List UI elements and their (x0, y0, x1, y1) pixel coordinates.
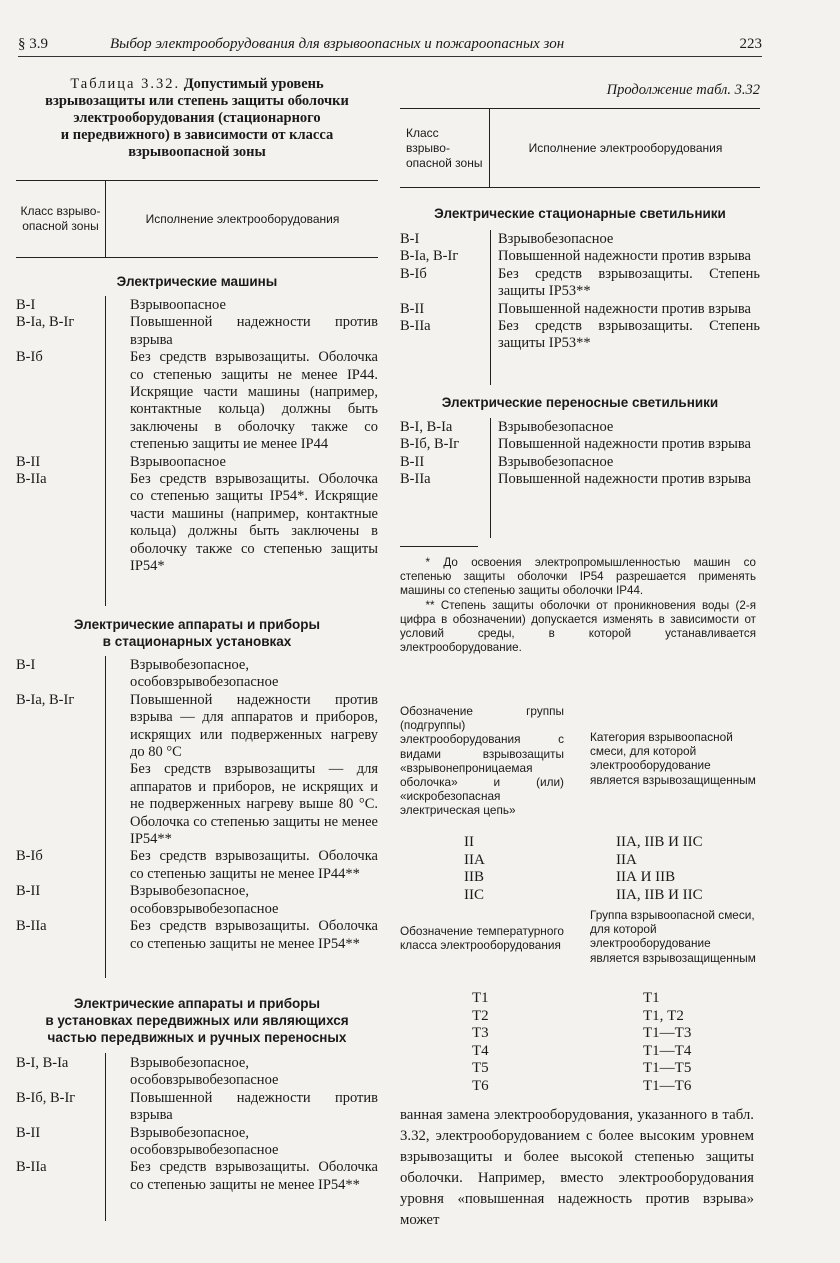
zone-cell: В-I (400, 231, 420, 247)
execution-cell: Без средств взрывозащиты. Оболочка со степенью защиты не менее IP54** (130, 1159, 378, 1193)
table-row (400, 419, 760, 436)
zone-cell: В-Iб, В-Iг (400, 436, 460, 453)
group-category: IIА (616, 851, 637, 868)
zone-cell: В-I, В-Iа (16, 1055, 69, 1071)
section-title: Электрические стационарные светильники (434, 206, 726, 221)
zone-cell: В-II (16, 1124, 41, 1141)
group-category: IIА И IIВ (616, 869, 676, 886)
group-code: IIС (464, 886, 484, 903)
section-title (16, 616, 378, 650)
execution-cell: Без средств взрывозащиты. Оболочка со степенью защиты IP54*. Искрящие части машины (например, контактные кольца) должны быть заключены в оболочку также со степенью защиты IP54* (130, 471, 378, 575)
section-title-line: Электрические аппараты и приборы (73, 617, 321, 632)
footnote: * До освоения электропромышленностью машин со степенью защиты оболочки IP54 разрешается применять машины со степенью защиты оболочки IP44. (400, 556, 756, 598)
execution-cell: Повышенной надежности против взрыва (498, 248, 751, 265)
table-row (400, 248, 760, 265)
execution-cell: Взрывоопасное (130, 453, 226, 470)
section-rows (400, 231, 760, 353)
group-categories (616, 834, 756, 904)
zone-cell: В-IIа (16, 918, 47, 935)
table-caption (16, 76, 378, 161)
temp-header-right: Группа взрывоопасной смеси, для которой электрооборудование является взрывозащищенным (590, 908, 756, 965)
section-rows (400, 419, 760, 489)
group-header-left: Обозначение группы (подгруппы) электрооборудования с видами взрывозащиты «взрывонепроницаемая оболочка» и (или) «искробезопасная электрическая цепь» (400, 704, 564, 818)
running-header (18, 34, 762, 57)
col-execution-header: Исполнение электрооборудования (528, 140, 723, 155)
zone-cell: В-II (400, 453, 425, 470)
zone-cell: В-IIа (400, 471, 431, 488)
section-title: Электрические переносные светильники (441, 395, 719, 410)
zone-cell: В-II (16, 883, 41, 900)
table-header (16, 180, 378, 258)
section-title: Электрические машины (116, 274, 278, 289)
execution-cell: Повышенной надежности против взрыва (498, 300, 751, 317)
table-row (400, 318, 760, 353)
section-rows (16, 297, 378, 576)
execution-cell: Без средств взрывозащиты. Оболочка со степенью защиты не менее IP44. Искрящие части машины (например, контактные кольца) должны быть заключены в оболочку также со степенью защиты ие менее IP44 (130, 349, 378, 453)
execution-cell: Повышенной надежности против взрыва (130, 1089, 378, 1124)
temp-class: Т3 (472, 1025, 489, 1042)
zone-cell: В-Iа, В-Iг (400, 248, 459, 265)
section-title-line: в стационарных установках (102, 634, 292, 649)
table-row (400, 231, 760, 248)
temp-groups (643, 990, 753, 1096)
zone-cell: В-Iб (400, 265, 427, 282)
execution-cell: Взрывобезопасное, особовзрывобезопасное (130, 1124, 279, 1159)
footnote: ** Степень защиты оболочки от проникновения воды (2-я цифра в обозначении) допускается изменять в зависимости от условий среды, в которой устанавливается электрооборудование. (400, 598, 756, 655)
section-rows (16, 657, 378, 953)
execution-cell: Взрывобезопасное, особовзрывобезопасное (130, 657, 279, 691)
table-row (16, 1090, 378, 1125)
zone-cell: В-II (16, 453, 41, 470)
table-row (16, 1159, 378, 1194)
section-title-line: частью передвижных и ручных переносных (47, 1030, 347, 1045)
zone-cell: В-I (16, 657, 36, 673)
execution-cell: Повышенной надежности против взрыва (498, 471, 751, 488)
caption-line: и передвижного) в зависимости от класса (60, 127, 334, 143)
table-row (400, 471, 760, 488)
zone-cell: В-I, В-Iа (400, 419, 453, 435)
caption-line: электрооборудования (стационарного (73, 110, 321, 126)
execution-cell: Без средств взрывозащиты. Оболочка со степенью защиты не менее IP44** (130, 848, 378, 882)
execution-cell: Без средств взрывозащиты. Степень защиты IP53** (498, 265, 760, 300)
col-zone-header: Класс взрыво-опасной зоны (16, 181, 106, 257)
zone-cell: В-Iа, В-Iг (16, 691, 75, 708)
table-row (16, 848, 378, 883)
section-title-line: Электрические аппараты и приборы (73, 996, 321, 1011)
execution-cell: Без средств взрывозащиты — для аппаратов и приборов, не искрящих и не подверженных нагреву выше 80 °С. Оболочка со степенью защиты не менее IP54** (130, 761, 378, 848)
table-row (400, 454, 760, 471)
zone-cell: В-I (16, 297, 36, 313)
body-paragraph: ванная замена электрооборудования, указанного в табл. 3.32, электрооборудованием с более высоким уровнем взрывозащиты и более высокой степенью защиты оболочки. Например, вместо электрооборудования уровня «повышенная надежность против взрыва» может (400, 1107, 754, 1228)
temp-group: Т1 (643, 990, 660, 1006)
table-row (16, 883, 378, 918)
table-row (16, 297, 378, 314)
caption-line: взрывоопасной зоны (128, 144, 266, 160)
zone-cell: В-Iб (16, 349, 43, 366)
execution-cell: Повышенной надежности против взрыва — для аппаратов и приборов, искрящих или подверженных нагреву до 80 °С (130, 691, 378, 761)
zone-cell: В-II (400, 300, 425, 317)
col-execution-header: Исполнение электрооборудования (145, 211, 340, 226)
group-header-right: Категория взрывоопасной смеси, для которой электрооборудование является взрывозащищенным (590, 730, 756, 787)
zone-cell: В-IIа (16, 1159, 47, 1176)
footnotes (400, 556, 756, 655)
temp-class: Т6 (472, 1077, 489, 1094)
zone-cell: В-Iб (16, 848, 43, 865)
table-row (16, 761, 378, 848)
col-zone-header: Класс взрыво-опасной зоны (400, 109, 490, 187)
execution-cell: Повышенной надежности против взрыва (498, 436, 751, 453)
table-row (16, 349, 378, 453)
temp-classes (472, 990, 532, 1096)
temp-group: Т1—Т4 (643, 1042, 692, 1059)
table-row (16, 692, 378, 762)
table-row (16, 314, 378, 349)
zone-cell: В-Iа, В-Iг (16, 314, 75, 331)
temp-header-left: Обозначение температурного класса электрооборудования (400, 924, 564, 953)
execution-cell: Взрывобезопасное, особовзрывобезопасное (130, 883, 279, 917)
group-codes (464, 834, 524, 904)
temp-group: Т1, Т2 (643, 1007, 684, 1024)
group-code: IIА (464, 851, 485, 868)
temp-group: Т1—Т3 (643, 1025, 692, 1042)
execution-cell: Без средств взрывозащиты. Оболочка со степенью защиты не менее IP54** (130, 918, 378, 952)
table-row (16, 657, 378, 692)
table-row (16, 454, 378, 471)
execution-cell: Взрывобезопасное (498, 419, 614, 435)
zone-cell: В-IIа (400, 318, 431, 335)
group-code: II (464, 834, 474, 850)
group-code: IIВ (464, 869, 484, 886)
temp-class: Т1 (472, 990, 489, 1006)
temp-group: Т1—Т6 (643, 1077, 692, 1094)
caption-line: Допустимый уровень (183, 76, 324, 92)
temp-class: Т5 (472, 1060, 489, 1077)
section-number: § 3.9 (18, 36, 48, 52)
table-row (400, 436, 760, 453)
continuation-label: Продолжение табл. 3.32 (606, 82, 760, 98)
execution-cell: Повышенной надежности против взрыва (130, 314, 378, 348)
table-row (400, 301, 760, 318)
temp-class: Т4 (472, 1042, 489, 1059)
caption-line: взрывозащиты или степень защиты оболочки (45, 93, 349, 109)
execution-cell: Взрывобезопасное (498, 231, 614, 247)
execution-cell: Взрывоопасное (130, 297, 226, 313)
table-row (400, 266, 760, 301)
caption-prefix: Таблица 3.32. (70, 76, 181, 92)
execution-cell: Взрывобезопасное, особовзрывобезопасное (130, 1055, 279, 1089)
zone-cell: В-Iб, В-Iг (16, 1089, 76, 1106)
section-title-line: в установках передвижных или являющихся (45, 1013, 349, 1028)
section-title (16, 995, 378, 1046)
table-row (16, 471, 378, 575)
section-rows (16, 1055, 378, 1194)
execution-cell: Без средств взрывозащиты. Степень защиты IP53** (498, 318, 760, 352)
temp-group: Т1—Т5 (643, 1060, 692, 1077)
page-number: 223 (739, 36, 762, 52)
group-category: IIА, IIВ И IIС (616, 886, 703, 903)
table-header (400, 108, 760, 188)
temp-class: Т2 (472, 1007, 489, 1024)
running-title: Выбор электрооборудования для взрывоопасных и пожароопасных зон (110, 36, 565, 52)
table-row (16, 918, 378, 953)
group-category: IIА, IIВ И IIС (616, 834, 703, 850)
table-row (16, 1055, 378, 1090)
table-row (16, 1125, 378, 1160)
execution-cell: Взрывобезопасное (498, 453, 614, 470)
zone-cell: В-IIа (16, 471, 47, 488)
footnote-rule (400, 546, 478, 547)
